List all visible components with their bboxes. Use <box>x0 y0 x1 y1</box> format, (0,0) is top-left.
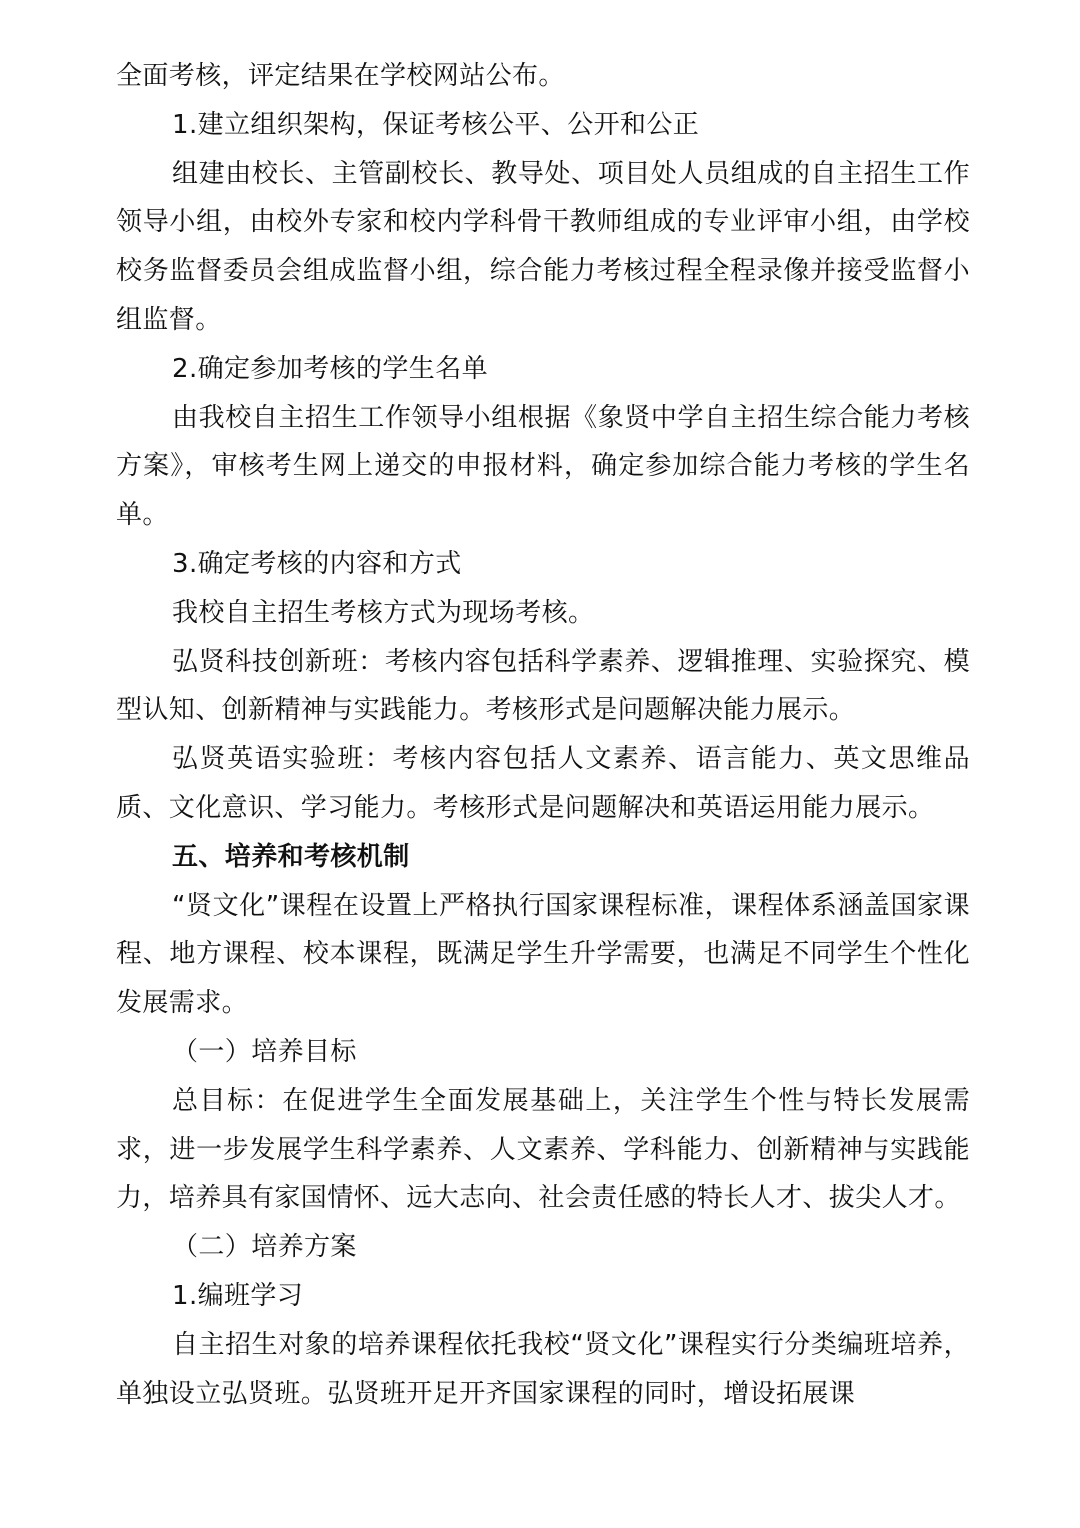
document-page <box>116 52 970 1418</box>
section-subheading: 2.确定参加考核的学生名单 <box>172 353 489 384</box>
section-heading: 五、培养和考核机制 <box>172 841 410 872</box>
paragraph: 弘贤英语实验班：考核内容包括人文素养、语言能力、英文思维品质、文化意识、学习能力。考核形式是问题解决和英语运用能力展示。 <box>116 744 970 823</box>
section-subheading: 1.编班学习 <box>172 1280 304 1311</box>
paragraph: 组建由校长、主管副校长、教导处、项目处人员组成的自主招生工作领导小组，由校外专家和校内学科骨干教师组成的专业评审小组，由学校校务监督委员会组成监督小组，综合能力考核过程全程录像并接受监督小组监督。 <box>116 158 970 335</box>
section-subheading: 3.确定考核的内容和方式 <box>172 548 462 579</box>
section-subheading: 1.建立组织架构，保证考核公平、公开和公正 <box>172 109 700 140</box>
paragraph: 由我校自主招生工作领导小组根据《象贤中学自主招生综合能力考核方案》，审核考生网上递交的申报材料，确定参加综合能力考核的学生名单。 <box>116 402 970 531</box>
paragraph: “贤文化”课程在设置上严格执行国家课程标准，课程体系涵盖国家课程、地方课程、校本课程，既满足学生升学需要，也满足不同学生个性化发展需求。 <box>116 890 970 1019</box>
paragraph: 总目标：在促进学生全面发展基础上，关注学生个性与特长发展需求，进一步发展学生科学素养、人文素养、学科能力、创新精神与实践能力，培养具有家国情怀、远大志向、社会责任感的特长人才、拔尖人才。 <box>116 1085 970 1214</box>
paragraph: 弘贤科技创新班：考核内容包括科学素养、逻辑推理、实验探究、模型认知、创新精神与实践能力。考核形式是问题解决能力展示。 <box>116 646 970 726</box>
section-subheading: （二）培养方案 <box>172 1232 357 1263</box>
paragraph: 我校自主招生考核方式为现场考核。 <box>172 597 595 628</box>
paragraph: 全面考核，评定结果在学校网站公布。 <box>116 61 565 91</box>
paragraph: 自主招生对象的培养课程依托我校“贤文化”课程实行分类编班培养，单独设立弘贤班。弘贤班开足开齐国家课程的同时，增设拓展课 <box>116 1329 970 1409</box>
section-subheading: （一）培养目标 <box>172 1036 357 1067</box>
